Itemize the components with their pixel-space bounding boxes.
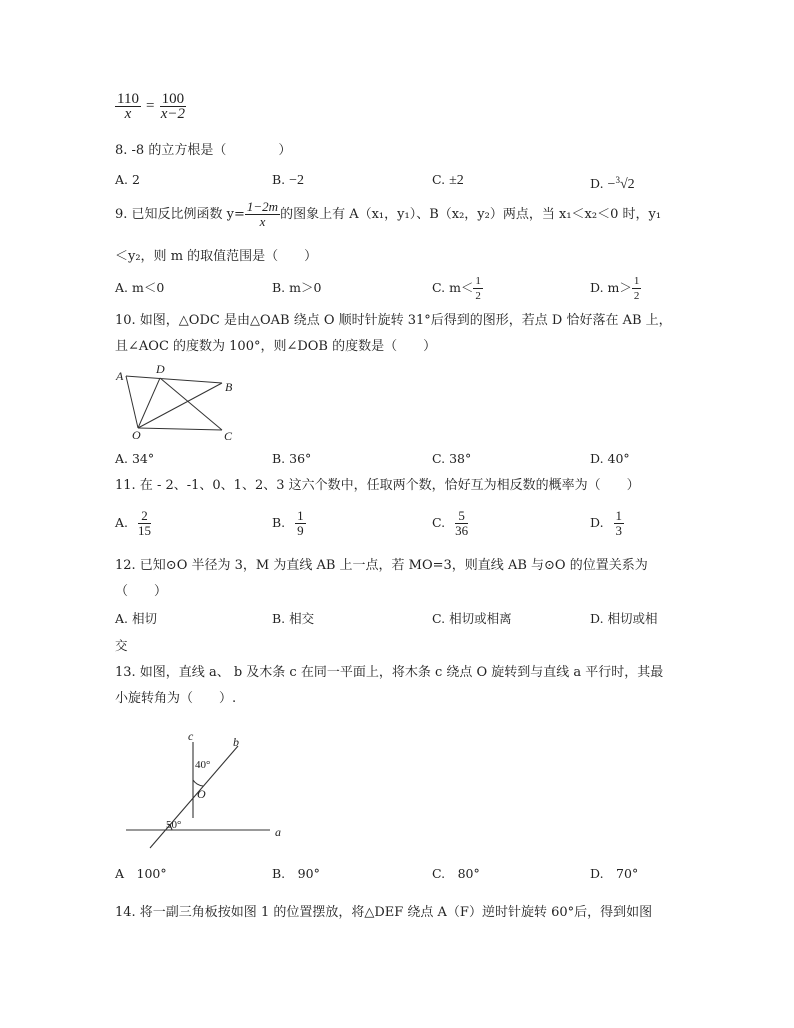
q9-stem: 9. 已知反比例函数 y= $\frac{1-2m}{x}$ 的图象上有 A（x₁，y₁）、B（x₂，y₂）两点，当 x₁＜x₂＜0 时，y₁: [115, 199, 662, 229]
fraction-right: $\frac{100}{x-2}$: [160, 91, 185, 122]
q12-option-b: B. 相交: [272, 611, 315, 626]
q10-stem-line1: 10. 如图，△ODC 是由△OAB 绕点 O 顺时针旋转 31°后得到的图形，若点 D 恰好落在 AB 上，: [115, 313, 672, 328]
q10-option-a: A. 34°: [115, 451, 155, 466]
q13-option-d: D. 70°: [590, 866, 639, 881]
label-angle-50: 50°: [166, 819, 182, 831]
q8-stem: 8. -8 的立方根是（ ）: [115, 143, 292, 158]
q10-option-b: B. 36°: [272, 451, 312, 466]
q13-option-b: B. 90°: [272, 866, 320, 881]
q9-stem-line2: ＜y₂，则 m 的取值范围是（ ）: [115, 249, 318, 264]
q10-stem-line2: 且∠AOC 的度数为 100°，则∠DOB 的度数是（ ）: [115, 339, 437, 354]
q9-option-b: B. m＞0: [272, 280, 322, 295]
q10-option-d: D. 40°: [590, 451, 630, 466]
label-o: O: [197, 787, 206, 801]
q12-stem-line2: （ ）: [115, 584, 168, 599]
q8-option-b: B. −2: [272, 172, 305, 188]
label-c: C: [224, 429, 233, 443]
q13-option-c: C. 80°: [432, 866, 480, 881]
q8-option-c: C. ±2: [432, 172, 464, 188]
q12-option-d-wrap: 交: [115, 638, 128, 653]
q10-option-c: C. 38°: [432, 451, 472, 466]
label-d: D: [156, 362, 165, 376]
q9-option-c: C. m＜ $\frac{1}{2}$: [432, 275, 481, 302]
q8-option-d: D. −$^3$√2: [590, 175, 635, 193]
q13-option-a: A 100°: [115, 866, 167, 881]
line-ao: [126, 376, 138, 428]
line-b: [150, 746, 238, 848]
line-oc: [138, 428, 222, 430]
q12-option-a: A. 相切: [115, 611, 157, 626]
label-b: B: [225, 380, 233, 394]
q9-fraction: $\frac{1-2m}{x}$: [246, 199, 279, 229]
label-b: b: [233, 735, 239, 749]
line-dc: [160, 378, 222, 430]
q11-option-c: C. $\frac{5}{36}$: [432, 508, 469, 538]
q10-figure: [112, 360, 242, 445]
fraction-left: $\frac{110}{x}$: [117, 91, 139, 122]
q11-option-b: B. $\frac{1}{9}$: [272, 508, 304, 538]
q14-stem-line1: 14. 将一副三角板按如图 1 的位置摆放，将△DEF 绕点 A（F）逆时针旋转 60°后，得到如图: [115, 905, 653, 920]
label-o: O: [132, 428, 141, 442]
arc-40: [193, 780, 203, 786]
q11-option-d: D. $\frac{1}{3}$: [590, 508, 623, 538]
label-a: A: [116, 369, 124, 383]
label-angle-40: 40°: [195, 759, 211, 771]
line-ob: [138, 383, 222, 428]
line-ab: [126, 376, 222, 383]
q13-stem-line1: 13. 如图，直线 a、 b 及木条 c 在同一平面上，将木条 c 绕点 O 旋转到与直线 a 平行时，其最: [115, 665, 664, 680]
q12-stem-line1: 12. 已知⊙O 半径为 3，M 为直线 AB 上一点，若 MO=3，则直线 AB 与⊙O 的位置关系为: [115, 558, 648, 573]
q12-option-c: C. 相切或相离: [432, 611, 512, 626]
q11-stem: 11. 在 - 2、-1、0、1、2、3 这六个数中，任取两个数，恰好互为相反数的概率为（ ）: [115, 478, 640, 493]
q9-option-a: A. m＜0: [115, 280, 165, 295]
label-a: a: [275, 825, 281, 839]
q8-option-a: A. 2: [115, 172, 140, 187]
label-c: c: [188, 729, 194, 743]
q13-figure: [120, 728, 300, 853]
q12-option-d: D. 相切或相: [590, 611, 658, 626]
equation-top: $\frac{110}{x}$ = $\frac{100}{x-2}$: [117, 91, 185, 122]
q11-option-a: A. $\frac{2}{15}$: [115, 508, 151, 538]
q9-option-d: D. m＞ $\frac{1}{2}$: [590, 275, 640, 302]
q13-stem-line2: 小旋转角为（ ）.: [115, 691, 237, 706]
line-od: [138, 378, 160, 428]
